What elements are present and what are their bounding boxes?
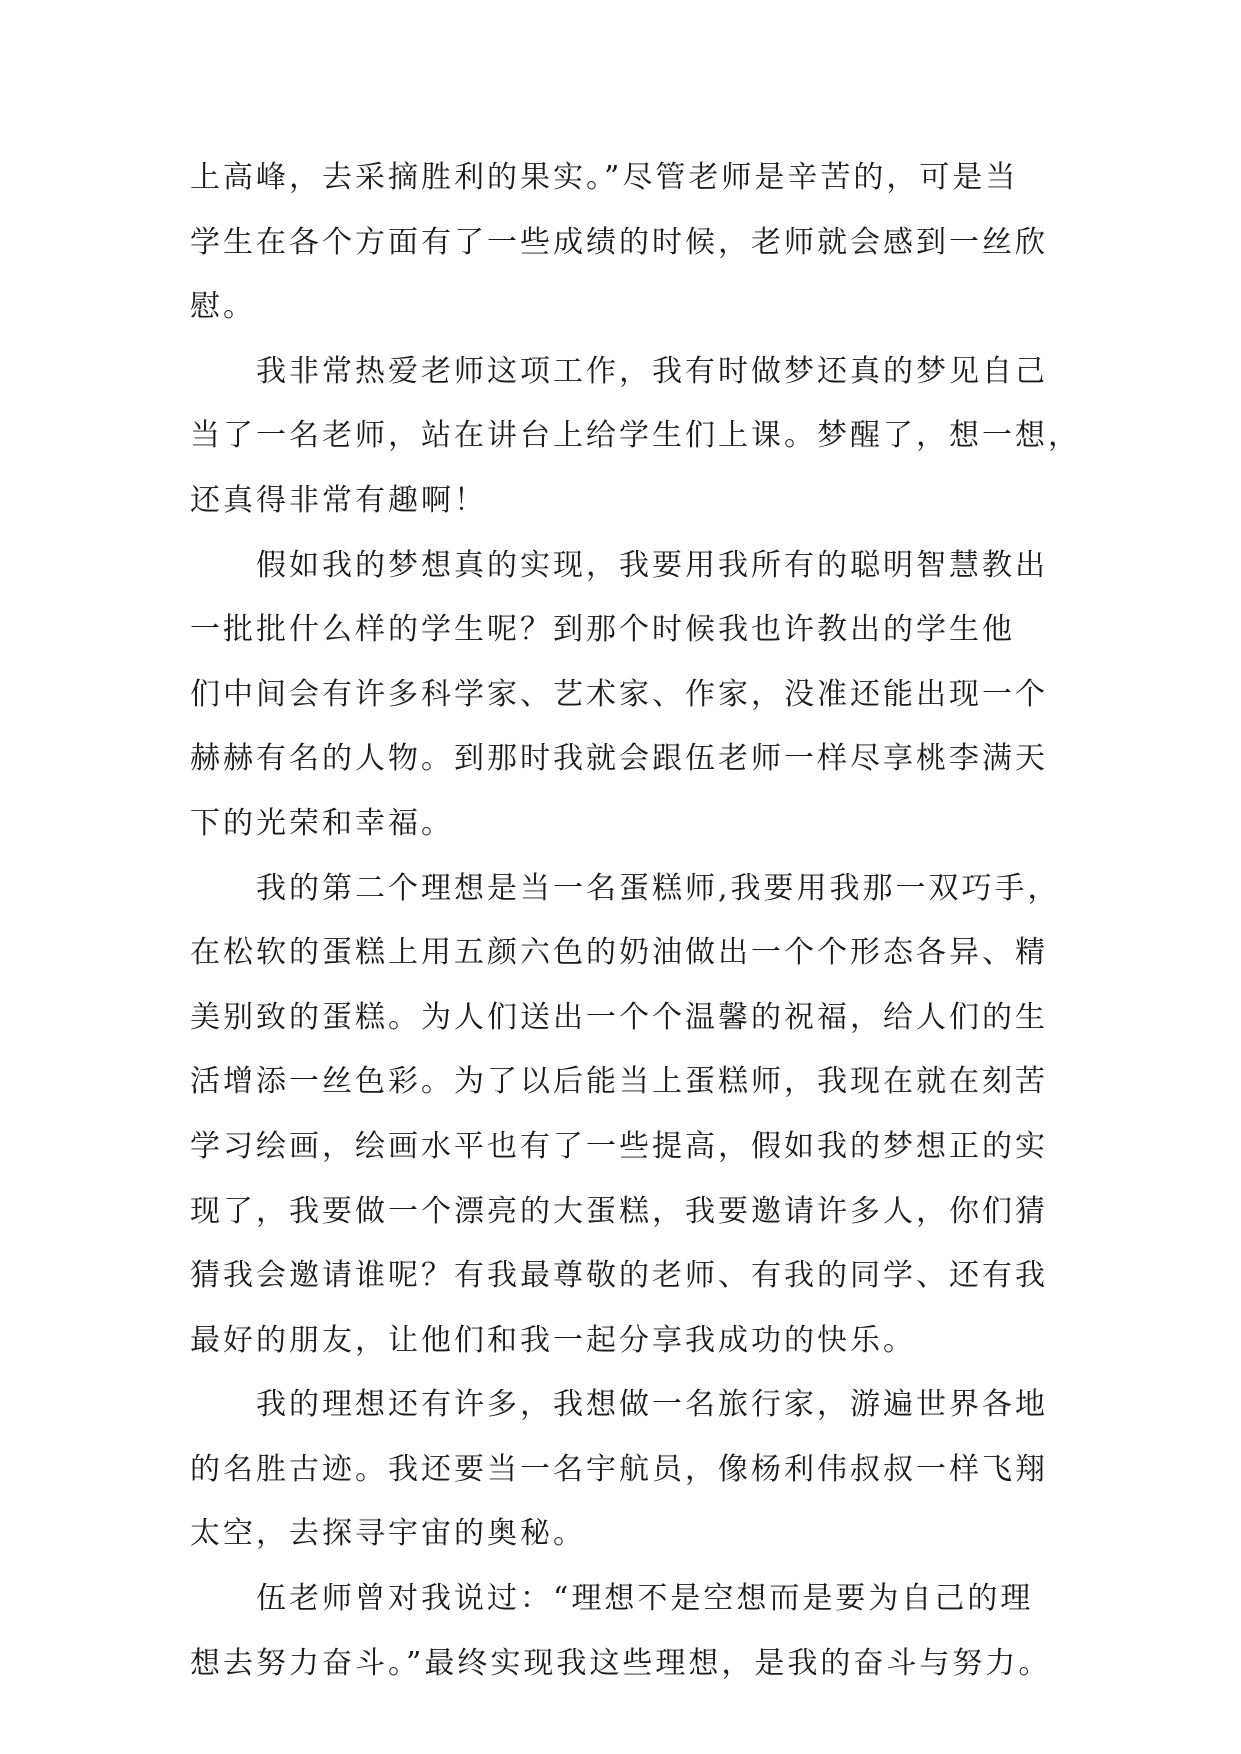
text-line: 现了，我要做一个漂亮的大蛋糕，我要邀请许多人，你们猜 <box>190 1193 1048 1229</box>
text-line: 想去努力奋斗。”最终实现我这些理想，是我的奋斗与努力。 <box>190 1645 1052 1681</box>
text-line: 学生在各个方面有了一些成绩的时候，老师就会感到一丝欣 <box>190 224 1048 260</box>
text-line: 学习绘画，绘画水平也有了一些提高，假如我的梦想正的实 <box>190 1128 1048 1164</box>
paragraph-first-line: 我的理想还有许多，我想做一名旅行家，游遍世界各地 <box>256 1387 1048 1423</box>
paragraph-first-line: 我非常热爱老师这项工作，我有时做梦还真的梦见自己 <box>256 353 1048 389</box>
text-line: 们中间会有许多科学家、艺术家、作家，没准还能出现一个 <box>190 676 1048 712</box>
text-line: 活增添一丝色彩。为了以后能当上蛋糕师，我现在就在刻苦 <box>190 1064 1048 1100</box>
text-line: 赫赫有名的人物。到那时我就会跟伍老师一样尽享桃李满天 <box>190 741 1048 777</box>
text-line: 上高峰，去采摘胜利的果实。”尽管老师是辛苦的，可是当 <box>190 160 1019 195</box>
text-line: 猜我会邀请谁呢？有我最尊敬的老师、有我的同学、还有我 <box>190 1258 1048 1294</box>
paragraph-first-line: 我的第二个理想是当一名蛋糕师,我要用我那一双巧手， <box>256 870 1061 906</box>
text-line: 在松软的蛋糕上用五颜六色的奶油做出一个个形态各异、精 <box>190 935 1048 971</box>
text-line: 当了一名老师，站在讲台上给学生们上课。梦醒了，想一想， <box>190 418 1081 454</box>
text-line: 一批批什么样的学生呢？到那个时候我也许教出的学生他 <box>190 612 1015 648</box>
text-line: 慰。 <box>190 289 256 325</box>
text-line: 美别致的蛋糕。为人们送出一个个温馨的祝福，给人们的生 <box>190 999 1048 1035</box>
document-body <box>190 158 1081 1708</box>
text-line: 最好的朋友，让他们和我一起分享我成功的快乐。 <box>190 1322 916 1358</box>
text-line: 下的光荣和幸福。 <box>190 805 454 841</box>
paragraph-first-line: 假如我的梦想真的实现，我要用我所有的聪明智慧教出 <box>256 547 1048 583</box>
paragraph-first-line: 伍老师曾对我说过：“理想不是空想而是要为自己的理 <box>256 1581 1034 1617</box>
text-line: 的名胜古迹。我还要当一名宇航员，像杨利伟叔叔一样飞翔 <box>190 1451 1048 1487</box>
text-line: 还真得非常有趣啊！ <box>190 482 487 518</box>
text-line: 太空，去探寻宇宙的奥秘。 <box>190 1516 586 1552</box>
